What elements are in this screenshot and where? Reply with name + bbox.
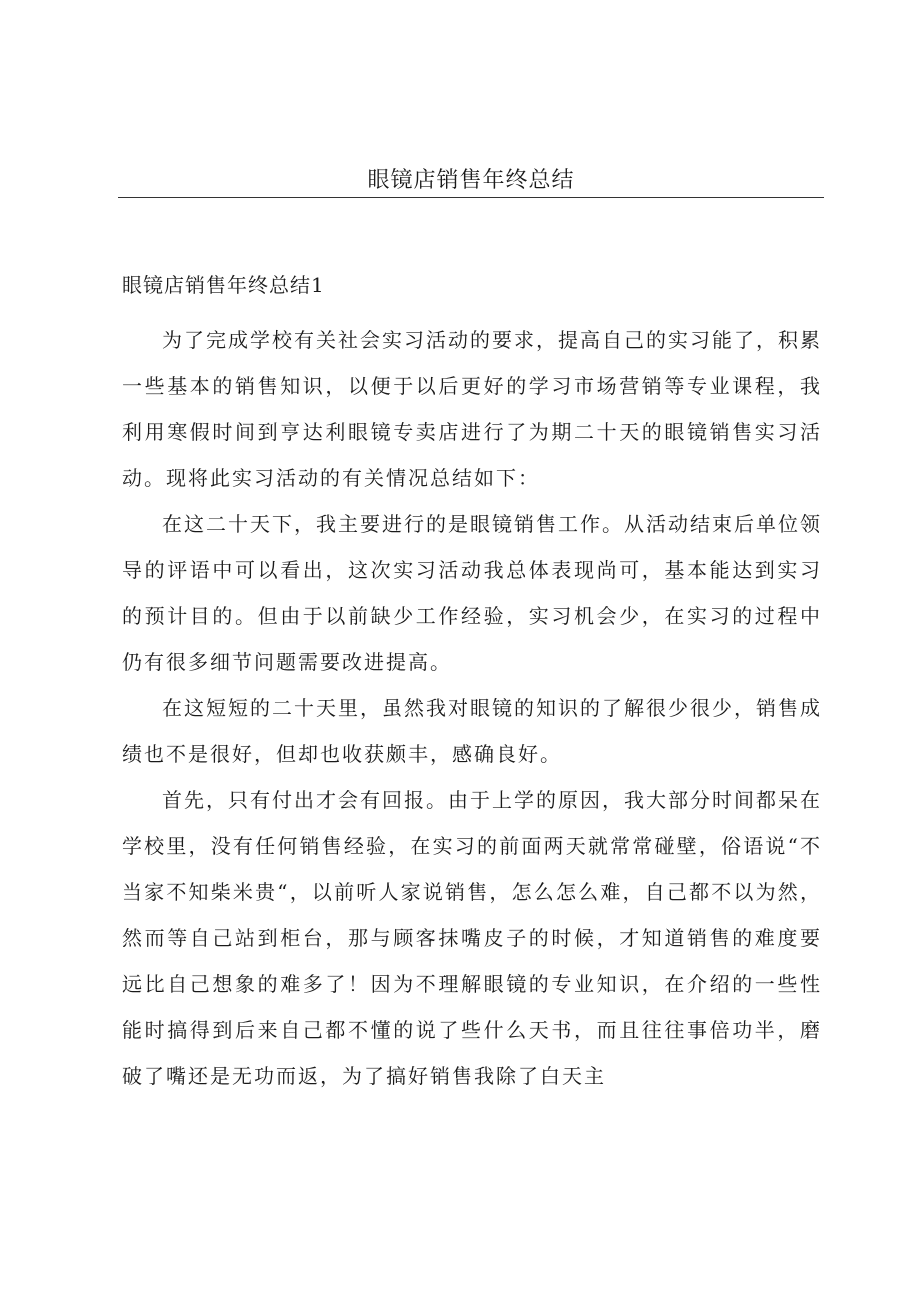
document-title: 眼镜店销售年终总结	[367, 168, 575, 193]
body-text	[122, 317, 822, 1099]
paragraph-2: 在这二十天下，我主要进行的是眼镜销售工作。从活动结束后单位领导的评语中可以看出，这次实习活动我总体表现尚可，基本能达到实习的预计目的。但由于以前缺少工作经验，实习机会少，在实习的过程中仍有很多细节问题需要改进提高。	[122, 512, 822, 674]
paragraph-3: 在这短短的二十天里，虽然我对眼镜的知识的了解很少很少，销售成绩也不是很好，但却也收获颇丰，感确良好。	[122, 696, 822, 766]
paragraph-1: 为了完成学校有关社会实习活动的要求，提高自己的实习能了，积累一些基本的销售知识，以便于以后更好的学习市场营销等专业课程，我利用寒假时间到亨达利眼镜专卖店进行了为期二十天的眼镜销售实习活动。现将此实习活动的有关情况总结如下：	[122, 328, 822, 490]
section-heading: 眼镜店销售年终总结1	[122, 273, 325, 297]
paragraph-4: 首先，只有付出才会有回报。由于上学的原因，我大部分时间都呆在学校里，没有任何销售经验，在实习的前面两天就常常碰壁，俗语说“不当家不知柴米贵“，以前听人家说销售，怎么怎么难，自己都不以为然，然而等自己站到柜台，那与顾客抹嘴皮子的时候，才知道销售的难度要远比自己想象的难多了！因为不理解眼镜的专业知识，在介绍的一些性能时搞得到后来自己都不懂的说了些什么天书，而且往往事倍功半，磨破了嘴还是无功而返，为了搞好销售我除了白天主	[122, 788, 822, 1088]
title-underline	[118, 197, 824, 198]
